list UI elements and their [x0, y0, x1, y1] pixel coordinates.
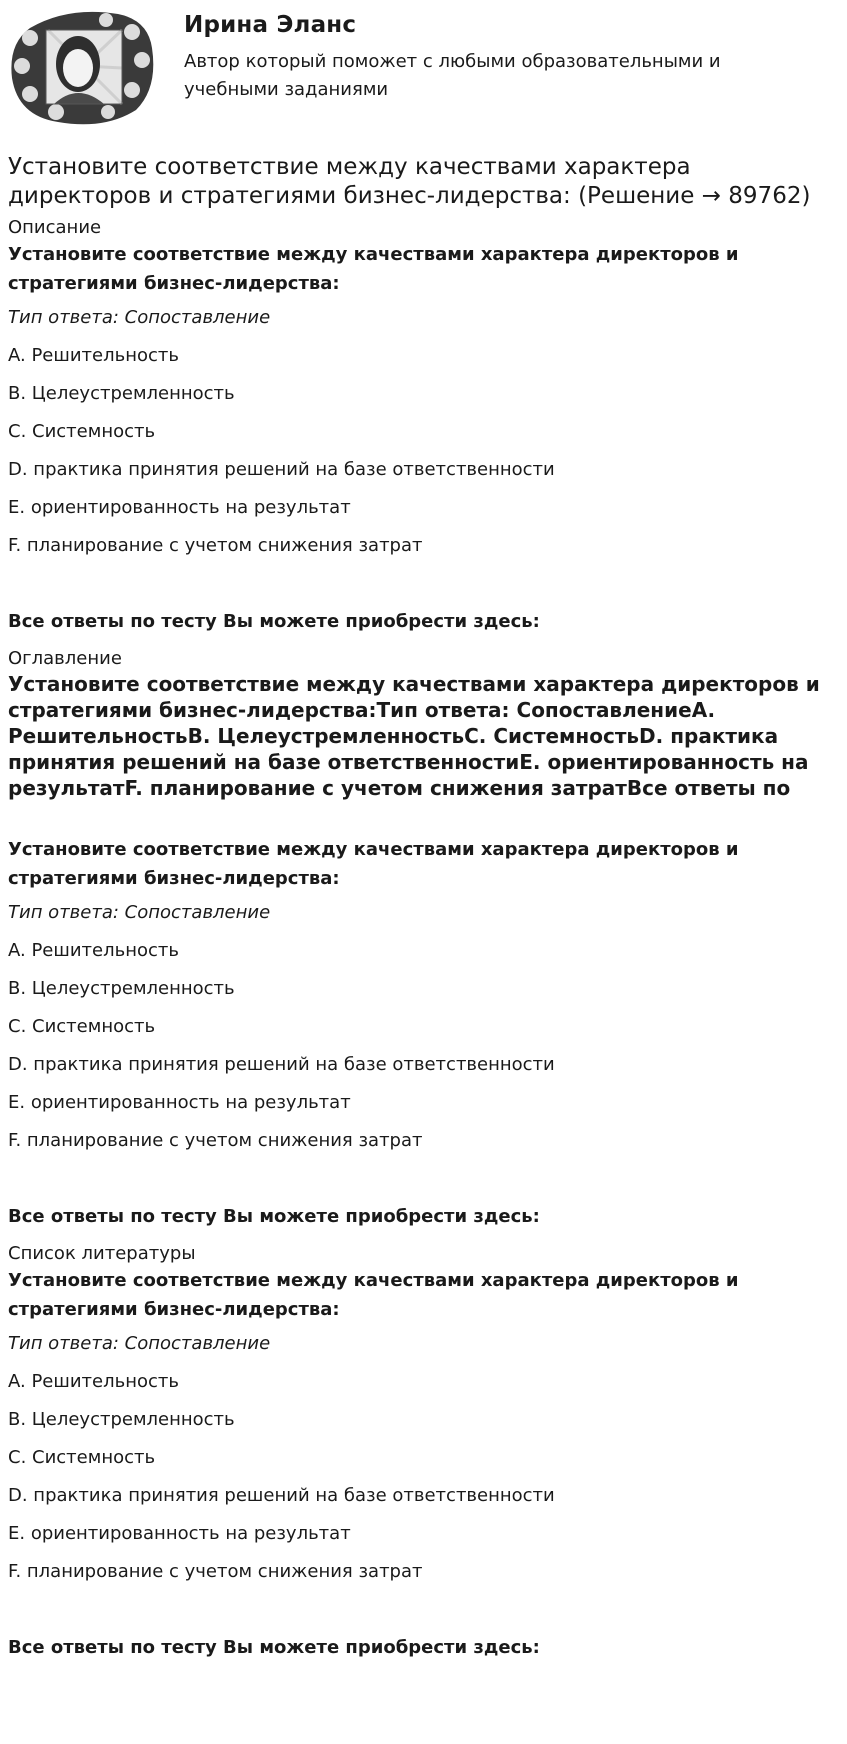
- buy-answers-text: Все ответы по тесту Вы можете приобрести здесь:: [8, 611, 540, 632]
- section-toc-label: Оглавление: [8, 648, 122, 669]
- option-c: C. Системность: [8, 421, 156, 442]
- option-e: E. ориентированность на результат: [8, 497, 351, 518]
- author-name[interactable]: Ирина Эланс: [184, 12, 357, 38]
- author-card: [8, 0, 839, 126]
- answer-type: Тип ответа: Сопоставление: [8, 902, 271, 923]
- question-text: Установите соответствие между качествами характера директоров и стратегиями бизнес-лидерства:: [8, 1270, 739, 1320]
- option-b: B. Целеустремленность: [8, 1409, 235, 1430]
- question-text: Установите соответствие между качествами характера директоров и стратегиями бизнес-лидерства:: [8, 244, 739, 294]
- literature-block: [8, 1266, 839, 1660]
- option-a: A. Решительность: [8, 345, 179, 366]
- avatar[interactable]: [8, 8, 158, 126]
- option-c: C. Системность: [8, 1447, 156, 1468]
- option-e: E. ориентированность на результат: [8, 1523, 351, 1544]
- option-d: D. практика принятия решений на базе ответственности: [8, 1485, 555, 1506]
- option-a: A. Решительность: [8, 1371, 179, 1392]
- section-description-label: Описание: [8, 217, 102, 238]
- option-b: B. Целеустремленность: [8, 978, 235, 999]
- answer-type: Тип ответа: Сопоставление: [8, 1333, 271, 1354]
- option-e: E. ориентированность на результат: [8, 1092, 351, 1113]
- page-title: Установите соответствие между качествами характера директоров и стратегиями бизнес-лидерства: (Решение → 89762): [8, 154, 811, 209]
- section-literature-label: Список литературы: [8, 1243, 196, 1264]
- option-f: F. планирование с учетом снижения затрат: [8, 535, 423, 556]
- toc-block: [8, 835, 839, 1229]
- buy-answers-text: Все ответы по тесту Вы можете приобрести здесь:: [8, 1206, 540, 1227]
- buy-answers-text: Все ответы по тесту Вы можете приобрести здесь:: [8, 1637, 540, 1658]
- author-info: [184, 8, 774, 104]
- option-b: B. Целеустремленность: [8, 383, 235, 404]
- answer-type: Тип ответа: Сопоставление: [8, 307, 271, 328]
- option-a: A. Решительность: [8, 940, 179, 961]
- toc-heading: Установите соответствие между качествами характера директоров и стратегиями бизнес-лидерства:Тип ответа: СопоставлениеA. РешительностьB. ЦелеустремленностьC. СистемностьD. практика принятия решений на базе ответственностиE. ориентированность на результатF. планирование с учетом снижения затратВсе ответы по: [8, 672, 820, 800]
- option-c: C. Системность: [8, 1016, 156, 1037]
- option-d: D. практика принятия решений на базе ответственности: [8, 459, 555, 480]
- avatar-film-frame-icon: [8, 8, 158, 126]
- option-f: F. планирование с учетом снижения затрат: [8, 1561, 423, 1582]
- option-f: F. планирование с учетом снижения затрат: [8, 1130, 423, 1151]
- author-bio: Автор который поможет с любыми образовательными и учебными заданиями: [184, 51, 721, 100]
- option-d: D. практика принятия решений на базе ответственности: [8, 1054, 555, 1075]
- description-block: [8, 240, 839, 634]
- question-text: Установите соответствие между качествами характера директоров и стратегиями бизнес-лидерства:: [8, 839, 739, 889]
